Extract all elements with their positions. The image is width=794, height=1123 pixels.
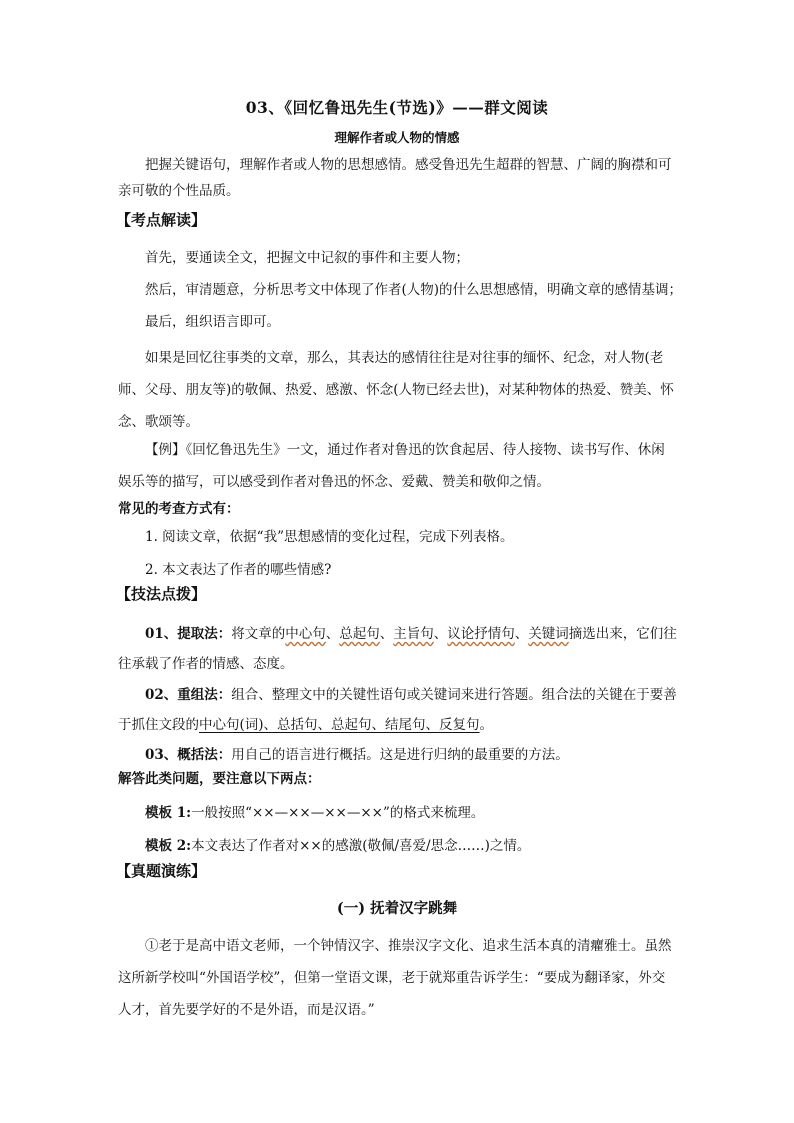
section-heading-kaodian: 【考点解读】 — [116, 211, 207, 229]
page-subtitle: 理解作者或人物的情感 — [334, 130, 460, 145]
example-paragraph: 【例】《回忆鲁迅先生》一文，通过作者对鲁迅的饮食起居、待人接物、读书写作、休闲娱乐等的描写，可以感受到作者对鲁迅的怀念、爱戴、赞美和敬仰之情。 — [118, 442, 665, 490]
step-3: 最后，组织语言即可。 — [145, 314, 280, 330]
common-question-label: 常见的考查方式有： — [118, 501, 240, 517]
method-extract-label: 01、提取法： — [145, 626, 232, 642]
answer-note-label: 解答此类问题，要注意以下两点： — [118, 771, 321, 787]
question-2: 2. 本文表达了作者的哪些情感? — [145, 562, 332, 578]
template-2: 模板 2:本文表达了作者对××的感激(敬佩/喜爱/思念……)之情。 — [145, 838, 531, 854]
question-1: 1. 阅读文章，依据“我”思想感情的变化过程，完成下列表格。 — [145, 529, 514, 545]
method-recombine-label: 02、重组法： — [145, 687, 232, 703]
intro-paragraph: 把握关键语句，理解作者或人物的思想感情。感受鲁迅先生超群的智慧、广阔的胸襟和可亲可敬的个性品质。 — [118, 157, 672, 199]
step-2: 然后，审清题意，分析思考文中体现了作者(人物)的什么思想感情，明确文章的感情基调； — [145, 282, 683, 298]
method-recombine: 02、重组法：组合、整理文中的关键性语句或关键词来进行答题。组合法的关键在于要善于抓住文段的中心句(词)、总括句、总起句、结尾句、反复句。 — [118, 687, 677, 733]
article-paragraph-1: ①老于是高中语文老师，一个钟情汉字、推崇汉字文化、追求生活本真的清癯雅士。虽然这所新学校叫“外国语学校”，但第一堂语文课，老于就郑重告诉学生：“要成为翻译家，外交人才，首先要学好的不是外语，而是汉语。” — [118, 938, 672, 1018]
article-title: (一) 抚着汉字跳舞 — [336, 900, 458, 917]
section-heading-jifa: 【技法点拨】 — [116, 585, 207, 603]
emotion-paragraph: 如果是回忆往事类的文章，那么，其表达的感情往往是对往事的缅怀、纪念，对人物(老师、父母、朋友等)的敬佩、热爱、感激、怀念(人物已经去世)，对某种物体的热爱、赞美、怀念、歌颂等。 — [118, 350, 674, 430]
method-extract: 01、提取法：将文章的中心句、总起句、主旨句、议论抒情句、关键词摘选出来，它们往往承载了作者的情感、态度。 — [118, 626, 677, 672]
page-title: 03、《回忆鲁迅先生(节选)》——群文阅读 — [245, 98, 549, 117]
template-1: 模板 1:一般按照“××—××—××—××”的格式来梳理。 — [145, 805, 485, 821]
method-summarize: 03、概括法：用自己的语言进行概括。这是进行归纳的最重要的方法。 — [145, 747, 569, 763]
section-heading-zhenti: 【真题演练】 — [116, 862, 207, 880]
step-1: 首先，要通读全文，把握文中记叙的事件和主要人物； — [145, 250, 469, 266]
method-summarize-label: 03、概括法： — [145, 747, 232, 763]
